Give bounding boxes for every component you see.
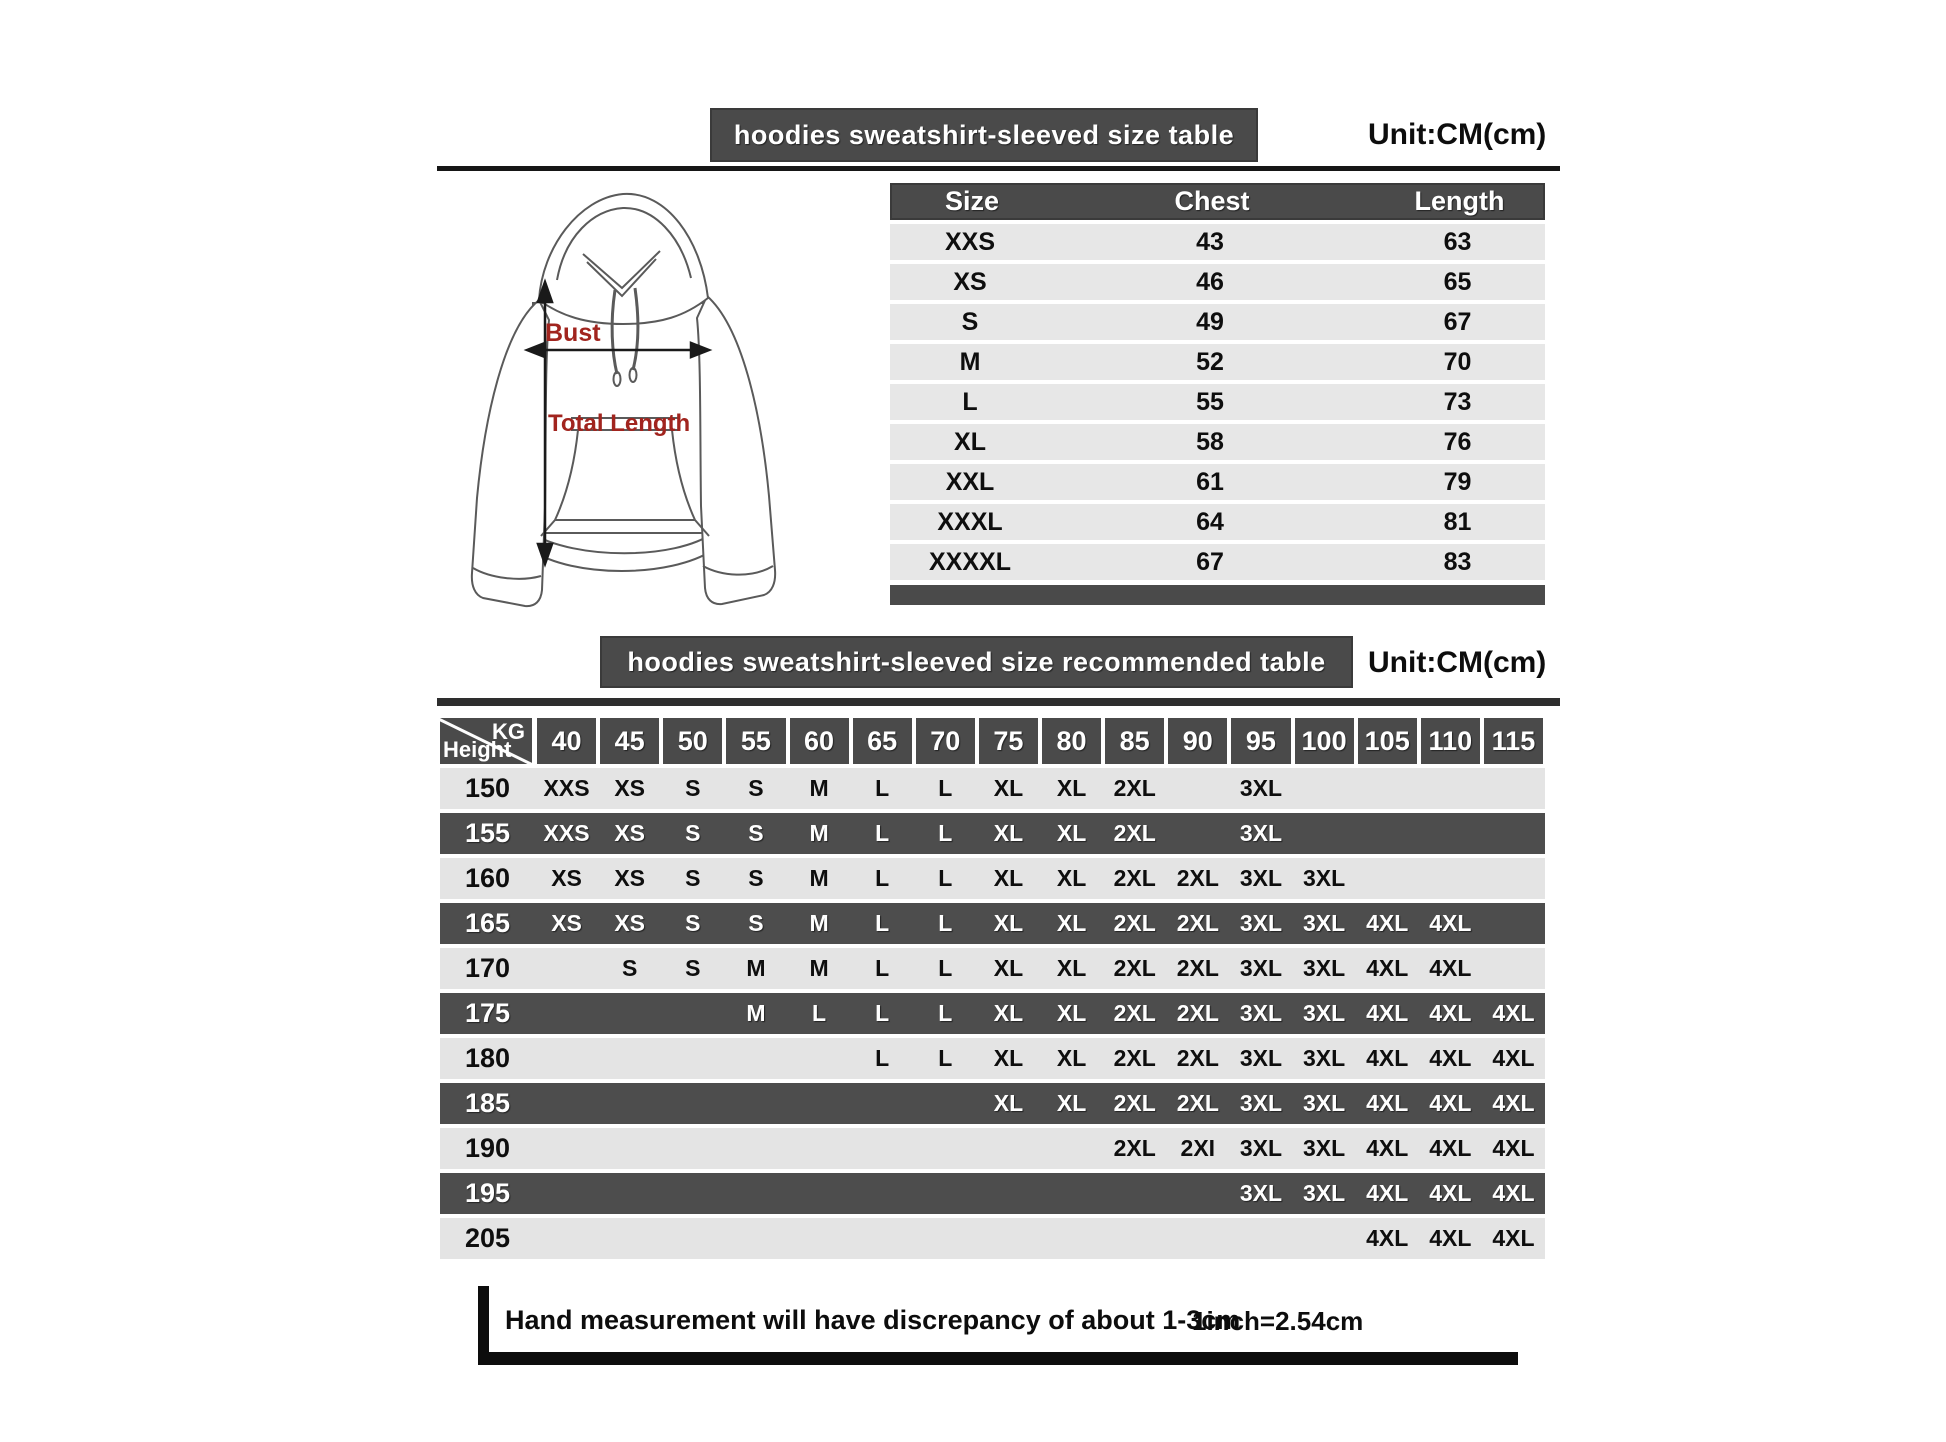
weight-header: 85	[1105, 718, 1164, 764]
matrix-cell: 3XL	[1302, 955, 1346, 981]
matrix-cell: 3XL	[1302, 865, 1346, 891]
matrix-cell: 2XL	[1176, 910, 1219, 936]
matrix-cell: 4XL	[1366, 1000, 1409, 1026]
chest-cell: 49	[1196, 307, 1224, 336]
matrix-cell: L	[938, 1045, 953, 1071]
matrix-cell: 4XL	[1429, 1180, 1472, 1206]
matrix-cell: 2XL	[1113, 910, 1156, 936]
matrix-cell: 4XL	[1429, 1045, 1472, 1071]
matrix-cell: 4XL	[1429, 1000, 1472, 1026]
divider-rule-middle	[437, 698, 1560, 706]
length-cell: 76	[1443, 427, 1472, 456]
matrix-cell: XS	[614, 865, 646, 891]
matrix-cell: XL	[993, 1000, 1024, 1026]
height-label: 195	[464, 1178, 511, 1208]
weight-header: 60	[790, 718, 849, 764]
chest-cell: 64	[1196, 507, 1224, 536]
size-cell: XXS	[944, 227, 996, 256]
matrix-cell: XS	[614, 775, 646, 801]
matrix-cell: S	[685, 910, 701, 936]
matrix-rows	[440, 768, 1545, 1259]
matrix-cell: XL	[993, 910, 1024, 936]
note-bottom-bar	[478, 1352, 1518, 1365]
matrix-cell: L	[875, 1045, 890, 1071]
weight-header: 105	[1358, 718, 1417, 764]
size-cell: XS	[953, 267, 987, 296]
matrix-cell: 4XL	[1492, 1135, 1535, 1161]
matrix-cell: 4XL	[1366, 1090, 1409, 1116]
matrix-cell: 3XL	[1239, 775, 1283, 801]
matrix-cell: M	[809, 955, 829, 981]
matrix-cell: XL	[1056, 1090, 1087, 1116]
matrix-cell: L	[938, 1000, 953, 1026]
matrix-cell: XL	[993, 820, 1024, 846]
size-table-row	[890, 544, 1545, 580]
length-cell: 83	[1443, 547, 1472, 576]
height-label: 160	[464, 863, 511, 893]
height-label: 155	[464, 818, 511, 848]
matrix-cell: 3XL	[1239, 1135, 1283, 1161]
matrix-row	[440, 993, 1545, 1034]
matrix-cell: S	[748, 910, 764, 936]
matrix-cell: L	[938, 910, 953, 936]
height-label: 190	[464, 1133, 511, 1163]
matrix-cell: 4XL	[1492, 1180, 1535, 1206]
matrix-cell: S	[685, 865, 701, 891]
weight-header: 65	[853, 718, 912, 764]
matrix-cell: XS	[551, 910, 582, 936]
height-label: 205	[464, 1223, 511, 1253]
matrix-cell: 4XL	[1366, 1135, 1409, 1161]
recommended-table	[440, 718, 1545, 1259]
size-table-unit-label: Unit:CM(cm)	[1368, 118, 1547, 151]
matrix-cell: M	[746, 1000, 766, 1026]
size-table-title: hoodies sweatshirt-sleeved size table	[733, 119, 1235, 150]
matrix-row	[440, 1128, 1545, 1169]
recommended-table-title: hoodies sweatshirt-sleeved size recommended table	[627, 646, 1326, 677]
size-table-row	[890, 304, 1545, 340]
matrix-cell: 3XL	[1239, 865, 1283, 891]
corner-kg-label: KG	[492, 719, 525, 744]
matrix-cell: 2XL	[1176, 1090, 1219, 1116]
chest-cell: 52	[1196, 347, 1224, 376]
size-table-row	[890, 344, 1545, 380]
matrix-cell: L	[938, 955, 953, 981]
matrix-cell: 3XL	[1239, 1180, 1283, 1206]
matrix-cell: XXS	[543, 820, 590, 846]
matrix-header	[440, 718, 1545, 764]
matrix-cell: 4XL	[1366, 1180, 1409, 1206]
corner-cell	[440, 718, 532, 764]
matrix-cell: L	[875, 865, 890, 891]
length-cell: 79	[1443, 467, 1472, 496]
matrix-cell: 3XL	[1302, 1045, 1346, 1071]
chest-cell: 61	[1196, 467, 1224, 496]
divider-rule-top	[437, 166, 1560, 171]
matrix-cell: L	[875, 955, 890, 981]
matrix-cell: 4XL	[1492, 1090, 1535, 1116]
matrix-cell: 2XL	[1113, 1135, 1156, 1161]
length-cell: 63	[1443, 227, 1472, 256]
matrix-cell: L	[875, 775, 890, 801]
size-table-row	[890, 424, 1545, 460]
weight-header: 75	[979, 718, 1038, 764]
matrix-cell: S	[685, 955, 701, 981]
matrix-cell: XL	[993, 865, 1024, 891]
size-cell: XXXL	[937, 507, 1003, 536]
matrix-cell: 3XL	[1239, 910, 1283, 936]
height-label: 185	[464, 1088, 511, 1118]
matrix-cell: XXS	[543, 775, 590, 801]
recommended-table-title-bar	[600, 636, 1353, 688]
matrix-row	[440, 858, 1545, 899]
matrix-cell: XL	[1056, 1045, 1087, 1071]
chest-cell: 46	[1196, 267, 1224, 296]
weight-header: 80	[1042, 718, 1101, 764]
matrix-row	[440, 948, 1545, 989]
matrix-cell: XL	[1056, 910, 1087, 936]
matrix-cell: L	[938, 865, 953, 891]
matrix-cell: 2XL	[1113, 955, 1156, 981]
bust-label: Bust	[545, 319, 601, 347]
matrix-cell: 3XL	[1239, 1000, 1283, 1026]
matrix-row	[440, 1218, 1545, 1259]
size-table-title-bar	[710, 108, 1258, 162]
matrix-cell: XL	[993, 955, 1024, 981]
matrix-cell: 3XL	[1239, 1090, 1283, 1116]
size-table-col-header: Chest	[1174, 186, 1250, 216]
matrix-cell: 4XL	[1492, 1000, 1535, 1026]
size-cell: XXL	[945, 467, 995, 496]
size-cell: M	[959, 347, 981, 376]
length-cell: 73	[1443, 387, 1472, 416]
matrix-row	[440, 1173, 1545, 1214]
matrix-cell: M	[809, 775, 829, 801]
matrix-cell: 2XL	[1176, 865, 1219, 891]
measurement-note: Hand measurement will have discrepancy of about 1-3cm	[505, 1305, 1241, 1335]
size-table-rows	[890, 224, 1545, 580]
matrix-cell: L	[938, 775, 953, 801]
matrix-cell: 3XL	[1302, 1090, 1346, 1116]
weight-header: 90	[1168, 718, 1227, 764]
recommended-table-unit-label: Unit:CM(cm)	[1368, 646, 1547, 679]
matrix-cell: 2XL	[1113, 1045, 1156, 1071]
length-cell: 67	[1443, 307, 1472, 336]
matrix-cell: L	[875, 820, 890, 846]
matrix-cell: 4XL	[1366, 955, 1409, 981]
size-table-col-header: Size	[944, 186, 1000, 216]
size-cell: XL	[954, 427, 986, 456]
size-table-row	[890, 224, 1545, 260]
matrix-cell: M	[809, 910, 829, 936]
inch-conversion-note: 1inch=2.54cm	[1192, 1306, 1364, 1336]
size-cell: XXXXL	[929, 547, 1011, 576]
matrix-cell: 4XL	[1429, 955, 1472, 981]
matrix-row	[440, 903, 1545, 944]
weight-header: 40	[537, 718, 596, 764]
size-table-col-header: Length	[1414, 186, 1505, 216]
weight-header: 70	[916, 718, 975, 764]
matrix-cell: 4XL	[1429, 910, 1472, 936]
matrix-cell: M	[746, 955, 766, 981]
matrix-cell: L	[875, 1000, 890, 1026]
matrix-cell: L	[812, 1000, 827, 1026]
matrix-cell: M	[809, 820, 829, 846]
corner-height-label: Height	[443, 737, 512, 762]
matrix-cell: 3XL	[1302, 1135, 1346, 1161]
height-label: 165	[464, 908, 511, 938]
matrix-cell: 3XL	[1302, 1180, 1346, 1206]
length-cell: 65	[1443, 267, 1472, 296]
matrix-cell: 3XL	[1239, 955, 1283, 981]
chest-cell: 67	[1196, 547, 1224, 576]
size-table-header	[890, 183, 1545, 220]
weight-header: 95	[1231, 718, 1290, 764]
matrix-cell: 4XL	[1492, 1045, 1535, 1071]
matrix-cell: S	[685, 820, 701, 846]
size-table-row	[890, 384, 1545, 420]
weight-header: 100	[1295, 718, 1354, 764]
length-cell: 81	[1443, 507, 1472, 536]
matrix-cell: 2XL	[1176, 1000, 1219, 1026]
matrix-cell: XS	[614, 910, 646, 936]
size-cell: S	[961, 307, 979, 336]
size-table-bottom-bar	[890, 585, 1545, 605]
height-label: 170	[464, 953, 511, 983]
size-table-row	[890, 464, 1545, 500]
matrix-cell: XS	[551, 865, 582, 891]
weight-header: 50	[663, 718, 722, 764]
matrix-cell: S	[748, 775, 764, 801]
note-left-bar	[478, 1286, 489, 1361]
matrix-cell: M	[809, 865, 829, 891]
matrix-cell: 3XL	[1302, 1000, 1346, 1026]
matrix-cell: 4XL	[1366, 1225, 1409, 1251]
height-label: 175	[464, 998, 511, 1028]
matrix-cell: L	[938, 820, 953, 846]
matrix-cell: S	[748, 820, 764, 846]
matrix-cell: 2XL	[1176, 1045, 1219, 1071]
matrix-cell: XL	[1056, 955, 1087, 981]
matrix-cell: XL	[993, 1090, 1024, 1116]
chest-cell: 58	[1196, 427, 1224, 456]
matrix-cell: XL	[993, 775, 1024, 801]
size-table-row	[890, 504, 1545, 540]
height-label: 180	[464, 1043, 511, 1073]
hoodie-diagram	[445, 178, 795, 623]
weight-header: 110	[1421, 718, 1480, 764]
matrix-cell: XL	[993, 1045, 1024, 1071]
matrix-row	[440, 813, 1545, 854]
size-table-row	[890, 264, 1545, 300]
matrix-cell: XL	[1056, 820, 1087, 846]
matrix-row	[440, 768, 1545, 809]
weight-header: 45	[600, 718, 659, 764]
matrix-cell: 4XL	[1366, 1045, 1409, 1071]
matrix-cell: 3XL	[1239, 1045, 1283, 1071]
size-cell: L	[962, 387, 978, 416]
matrix-cell: 4XL	[1366, 910, 1409, 936]
matrix-cell: 2XL	[1113, 865, 1156, 891]
matrix-row	[440, 1038, 1545, 1079]
matrix-cell: XL	[1056, 775, 1087, 801]
matrix-cell: 3XL	[1302, 910, 1346, 936]
matrix-cell: 2XL	[1113, 820, 1156, 846]
chest-cell: 55	[1196, 387, 1224, 416]
matrix-cell: 3XL	[1239, 820, 1283, 846]
matrix-cell: 4XL	[1492, 1225, 1535, 1251]
matrix-cell: 2XL	[1113, 1090, 1156, 1116]
matrix-cell: S	[622, 955, 638, 981]
height-label: 150	[464, 773, 511, 803]
matrix-cell: 4XL	[1429, 1090, 1472, 1116]
matrix-row	[440, 1083, 1545, 1124]
matrix-cell: L	[875, 910, 890, 936]
matrix-cell: XL	[1056, 865, 1087, 891]
matrix-cell: 2XL	[1113, 1000, 1156, 1026]
matrix-cell: XS	[614, 820, 646, 846]
hoodie-outline	[472, 194, 775, 606]
weight-header: 55	[726, 718, 785, 764]
matrix-cell: 2XI	[1180, 1135, 1216, 1161]
length-cell: 70	[1443, 347, 1472, 376]
matrix-cell: S	[685, 775, 701, 801]
matrix-cell: S	[748, 865, 764, 891]
total-length-label: Total Length	[548, 410, 691, 437]
size-table	[890, 183, 1545, 605]
matrix-cell: 4XL	[1429, 1135, 1472, 1161]
matrix-cell: 2XL	[1176, 955, 1219, 981]
matrix-cell: 2XL	[1113, 775, 1156, 801]
weight-header: 115	[1484, 718, 1543, 764]
chest-cell: 43	[1196, 227, 1224, 256]
matrix-cell: XL	[1056, 1000, 1087, 1026]
matrix-cell: 4XL	[1429, 1225, 1472, 1251]
